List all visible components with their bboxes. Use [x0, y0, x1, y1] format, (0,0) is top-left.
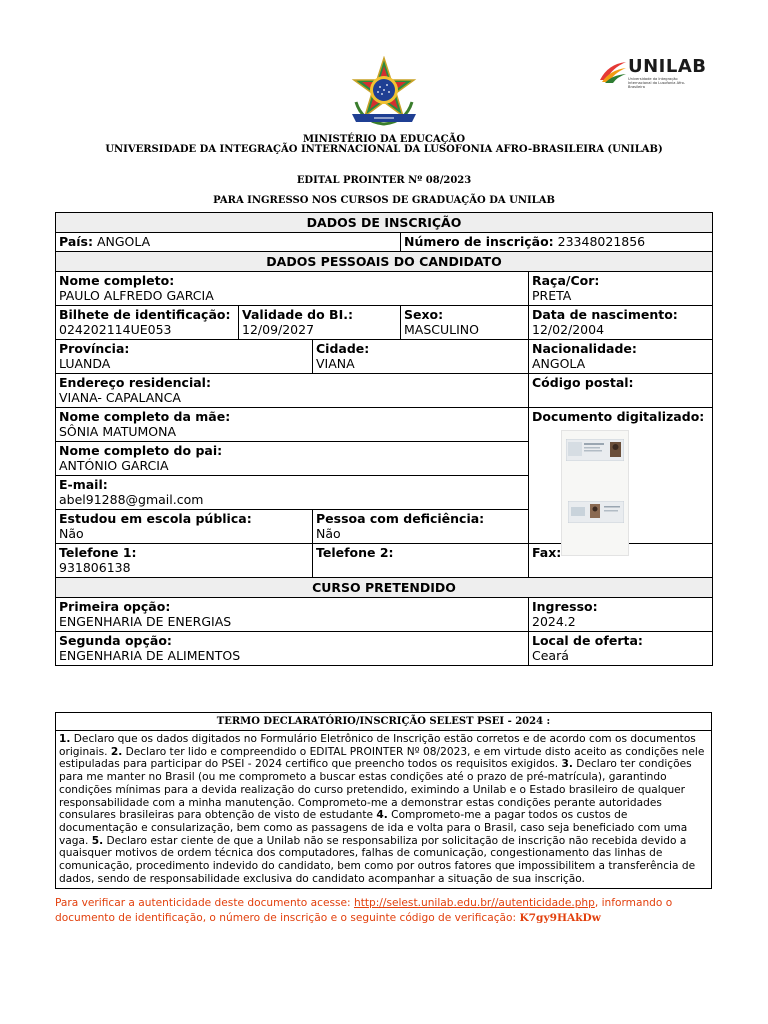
termo-item-number: 2.	[110, 745, 123, 758]
validade-label: Validade do BI.:	[242, 307, 353, 322]
termo-item-text: Declaro ter condições para me manter no Brasil (ou me comprometo a buscar estas condições até o prazo de pré-matrícula), garantindo condições mínimas para a devida realização do curso pretendido, eximindo a Unilab e o Estado brasileiro de qualquer responsabilidade com a minha manutenção. Comprometo-me a demonstrar estas condições perante autoridades consulares brasileiras para obtenção de visto de estudante	[59, 758, 692, 822]
endereco-label: Endereço residencial:	[59, 375, 211, 390]
escola-value: Não	[59, 526, 84, 541]
section-curso-pretendido: CURSO PRETENDIDO	[56, 578, 713, 598]
field-codigo-postal	[529, 374, 713, 408]
id-card-back-icon	[568, 501, 624, 523]
deficiencia-value: Não	[316, 526, 341, 541]
field-ingresso	[529, 598, 713, 632]
header-ministerio: MINISTÉRIO DA EDUCAÇÃO	[302, 134, 466, 145]
nome-value: PAULO ALFREDO GARCIA	[59, 288, 214, 303]
verify-prefix: Para verificar a autenticidade deste documento acesse:	[55, 897, 354, 909]
raca-value: PRETA	[532, 288, 572, 303]
field-validade	[239, 306, 401, 340]
termo-item-number: 4.	[376, 809, 388, 822]
field-bi	[56, 306, 239, 340]
numero-label: Número de inscrição:	[404, 234, 554, 249]
field-segunda-opcao	[56, 632, 529, 666]
email-label: E-mail:	[59, 477, 108, 492]
field-sexo	[401, 306, 529, 340]
unilab-logo	[598, 56, 718, 88]
segunda-value: ENGENHARIA DE ALIMENTOS	[59, 648, 241, 663]
section-dados-inscricao: DADOS DE INSCRIÇÃO	[56, 213, 713, 233]
field-telefone-2	[313, 544, 529, 578]
documento-label: Documento digitalizado:	[532, 409, 705, 424]
field-documento-digitalizado	[529, 408, 713, 544]
verify-link[interactable]: http://selest.unilab.edu.br//autenticidade.php	[353, 897, 595, 909]
verification-code: K7gy9HAkDw	[519, 912, 601, 924]
registration-form	[55, 212, 713, 666]
nacionalidade-label: Nacionalidade:	[532, 341, 637, 356]
termo-item-number: 1.	[59, 733, 71, 745]
nascimento-value: 12/02/2004	[532, 322, 605, 337]
bi-value: 024202114UE053	[59, 322, 172, 337]
bi-label: Bilhete de identificação:	[59, 307, 231, 322]
id-card-front-icon	[566, 439, 624, 461]
verification-note	[55, 896, 715, 926]
field-primeira-opcao	[56, 598, 529, 632]
primeira-label: Primeira opção:	[59, 599, 171, 614]
termo-title: TERMO DECLARATÓRIO/INSCRIÇÃO SELEST PSEI - 2024 :	[56, 713, 711, 731]
unilab-swoosh-icon	[598, 60, 628, 84]
header-universidade: UNIVERSIDADE DA INTEGRAÇÃO INTERNACIONAL DA LUSOFONIA AFRO-BRASILEIRA (UNILAB)	[105, 144, 663, 155]
pais-label: País:	[59, 234, 93, 249]
escola-label: Estudou em escola pública:	[59, 511, 252, 526]
ingresso-label: Ingresso:	[532, 599, 598, 614]
ingresso-value: 2024.2	[532, 614, 576, 629]
pais-value: ANGOLA	[96, 234, 151, 249]
nacionalidade-value: ANGOLA	[532, 356, 586, 371]
pai-label: Nome completo do pai:	[59, 443, 223, 458]
field-endereco	[56, 374, 529, 408]
provincia-value: LUANDA	[59, 356, 111, 371]
termo-declaratorio	[55, 712, 712, 889]
field-telefone-1	[56, 544, 313, 578]
field-mae	[56, 408, 529, 442]
local-value: Ceará	[532, 648, 569, 663]
field-numero-inscricao	[401, 233, 713, 252]
numero-value: 23348021856	[557, 234, 646, 249]
fax-label: Fax:	[532, 545, 562, 560]
deficiencia-label: Pessoa com deficiência:	[316, 511, 485, 526]
field-escola-publica	[56, 510, 313, 544]
brazil-coat-of-arms-icon	[348, 56, 420, 132]
field-provincia	[56, 340, 313, 374]
cidade-value: VIANA	[316, 356, 355, 371]
field-raca	[529, 272, 713, 306]
verify-middle: , informando o documento de identificação, o número de inscrição e o seguinte código de verificação:	[55, 897, 673, 924]
logo-tagline: Universidade da Integração Internacional da Lusofonia Afro-Brasileira	[628, 77, 686, 89]
endereco-value: VIANA- CAPALANCA	[59, 390, 181, 405]
mae-value: SÔNIA MATUMONA	[59, 424, 177, 439]
field-cidade	[313, 340, 529, 374]
scanned-document-thumbnail	[561, 430, 629, 556]
provincia-label: Província:	[59, 341, 130, 356]
tel1-value: 931806138	[59, 560, 131, 575]
sexo-label: Sexo:	[404, 307, 444, 322]
email-value: abel91288@gmail.com	[59, 492, 204, 507]
raca-label: Raça/Cor:	[532, 273, 600, 288]
pai-value: ANTÓNIO GARCIA	[59, 458, 169, 473]
termo-item-number: 5.	[91, 834, 104, 847]
local-label: Local de oferta:	[532, 633, 643, 648]
field-local-oferta	[529, 632, 713, 666]
logo-name: UNILAB	[628, 56, 707, 77]
field-deficiencia	[313, 510, 529, 544]
nome-label: Nome completo:	[59, 273, 175, 288]
tel2-label: Telefone 2:	[316, 545, 394, 560]
nascimento-label: Data de nascimento:	[532, 307, 678, 322]
cidade-label: Cidade:	[316, 341, 370, 356]
termo-item-text: Declaro ter lido e compreendido o EDITAL PROINTER Nº 08/2023, e em virtude disto aceito as condições nele estipuladas para participar do PSEI - 2024 certifico que preencho todos os requisitos exigidos.	[59, 745, 705, 771]
field-pai	[56, 442, 529, 476]
field-nacionalidade	[529, 340, 713, 374]
termo-item-text: Declaro que os dados digitados no Formulário Eletrônico de Inscrição estão corretos e de acordo com os documentos originais.	[59, 733, 696, 758]
termo-item-text: Declaro estar ciente de que a Unilab não se responsabiliza por solicitação de inscrição não recebida devido a quaisquer motivos de ordem técnica dos computadores, falhas de comunicação, congestionamento das linhas de comunicação, procedimento indevido do candidato, bem como por outros fatores que impossibilitem a transferência de dados, sendo de responsabilidade exclusiva do candidato acompanhar a situação de sua inscrição.	[59, 834, 696, 885]
field-nascimento	[529, 306, 713, 340]
validade-value: 12/09/2027	[242, 322, 315, 337]
section-dados-pessoais: DADOS PESSOAIS DO CANDIDATO	[56, 252, 713, 272]
tel1-label: Telefone 1:	[59, 545, 137, 560]
header-subtitle: PARA INGRESSO NOS CURSOS DE GRADUAÇÃO DA UNILAB	[213, 195, 555, 206]
sexo-value: MASCULINO	[404, 322, 479, 337]
mae-label: Nome completo da mãe:	[59, 409, 231, 424]
segunda-label: Segunda opção:	[59, 633, 172, 648]
termo-body	[56, 731, 711, 888]
primeira-value: ENGENHARIA DE ENERGIAS	[59, 614, 232, 629]
field-email	[56, 476, 529, 510]
header-edital: EDITAL PROINTER Nº 08/2023	[296, 175, 472, 186]
termo-item-text: Comprometo-me a pagar todos os custos de documentação e consularização, bem como as passagens de ida e volta para o Brasil, caso seja beneficiado com uma vaga.	[59, 809, 688, 847]
field-pais	[56, 233, 401, 252]
termo-item-number: 3.	[561, 758, 573, 771]
field-nome	[56, 272, 529, 306]
postal-label: Código postal:	[532, 375, 634, 390]
